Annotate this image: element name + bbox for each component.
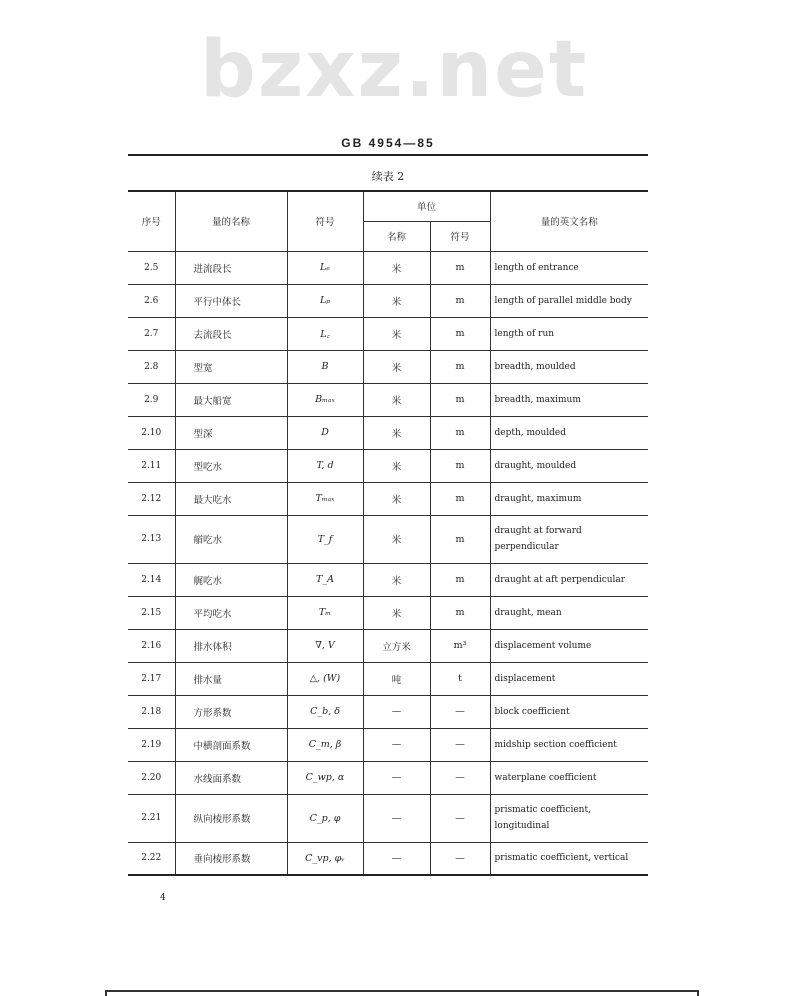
row-english-name: prismatic coefficient, longitudinal	[490, 794, 648, 842]
row-unit-symbol: m	[430, 251, 490, 284]
header-name: 量的名称	[175, 191, 287, 251]
table-row	[128, 761, 648, 794]
row-name: 艏吃水	[175, 515, 287, 563]
header-unit-symbol: 符号	[430, 221, 490, 251]
row-unit-name: 米	[363, 515, 430, 563]
row-name: 排水量	[175, 662, 287, 695]
row-name: 平均吃水	[175, 596, 287, 629]
row-unit-name: 米	[363, 482, 430, 515]
row-number: 2.18	[128, 695, 175, 728]
row-number: 2.20	[128, 761, 175, 794]
table-row	[128, 416, 648, 449]
row-unit-symbol: m³	[430, 629, 490, 662]
top-rule	[128, 154, 648, 156]
row-symbol: T_f	[287, 515, 363, 563]
page-number: 4	[160, 893, 166, 903]
row-unit-name: 米	[363, 416, 430, 449]
row-symbol: C_m, β	[287, 728, 363, 761]
row-symbol: T_A	[287, 563, 363, 596]
row-english-name: depth, moulded	[490, 416, 648, 449]
table-row	[128, 596, 648, 629]
row-name: 中横剖面系数	[175, 728, 287, 761]
table-row	[128, 284, 648, 317]
row-unit-symbol: —	[430, 842, 490, 875]
row-english-name: breadth, moulded	[490, 350, 648, 383]
row-number: 2.15	[128, 596, 175, 629]
table-caption: 续表 2	[371, 170, 405, 183]
header-english: 量的英文名称	[490, 191, 648, 251]
row-name: 纵向棱形系数	[175, 794, 287, 842]
row-english-name: draught, moulded	[490, 449, 648, 482]
row-unit-name: —	[363, 842, 430, 875]
row-unit-symbol: m	[430, 449, 490, 482]
row-unit-symbol: m	[430, 383, 490, 416]
row-english-name: draught, mean	[490, 596, 648, 629]
table-row	[128, 515, 648, 563]
row-name: 最大船宽	[175, 383, 287, 416]
row-number: 2.10	[128, 416, 175, 449]
row-unit-symbol: —	[430, 761, 490, 794]
row-english-name: length of parallel middle body	[490, 284, 648, 317]
row-number: 2.7	[128, 317, 175, 350]
row-unit-name: 米	[363, 251, 430, 284]
row-unit-name: 立方米	[363, 629, 430, 662]
row-number: 2.8	[128, 350, 175, 383]
row-name: 平行中体长	[175, 284, 287, 317]
table-row	[128, 482, 648, 515]
row-unit-symbol: —	[430, 728, 490, 761]
table-row	[128, 317, 648, 350]
row-unit-symbol: m	[430, 317, 490, 350]
row-unit-name: 米	[363, 284, 430, 317]
row-unit-symbol: —	[430, 695, 490, 728]
row-symbol: Lₑ	[287, 251, 363, 284]
row-symbol: B	[287, 350, 363, 383]
row-english-name: draught at aft perpendicular	[490, 563, 648, 596]
row-english-name: midship section coefficient	[490, 728, 648, 761]
row-symbol: C_wp, α	[287, 761, 363, 794]
row-name: 进流段长	[175, 251, 287, 284]
row-symbol: C_vp, φᵥ	[287, 842, 363, 875]
row-name: 去流段长	[175, 317, 287, 350]
row-symbol: Bₘₐₓ	[287, 383, 363, 416]
table-row	[128, 563, 648, 596]
row-unit-symbol: —	[430, 794, 490, 842]
header-no: 序号	[128, 191, 175, 251]
row-unit-name: —	[363, 695, 430, 728]
header-symbol: 符号	[287, 191, 363, 251]
row-unit-name: 米	[363, 596, 430, 629]
row-number: 2.11	[128, 449, 175, 482]
row-name: 型宽	[175, 350, 287, 383]
row-english-name: draught at forward perpendicular	[490, 515, 648, 563]
row-number: 2.19	[128, 728, 175, 761]
row-unit-name: 米	[363, 317, 430, 350]
row-symbol: ∇, V	[287, 629, 363, 662]
table-row	[128, 728, 648, 761]
table-row	[128, 794, 648, 842]
row-unit-name: —	[363, 728, 430, 761]
row-unit-symbol: m	[430, 350, 490, 383]
row-symbol: T, d	[287, 449, 363, 482]
row-unit-symbol: m	[430, 515, 490, 563]
row-unit-symbol: m	[430, 563, 490, 596]
row-unit-name: 吨	[363, 662, 430, 695]
row-unit-name: 米	[363, 563, 430, 596]
row-english-name: breadth, maximum	[490, 383, 648, 416]
row-english-name: displacement	[490, 662, 648, 695]
row-english-name: draught, maximum	[490, 482, 648, 515]
row-unit-name: —	[363, 761, 430, 794]
row-english-name: block coefficient	[490, 695, 648, 728]
row-name: 方形系数	[175, 695, 287, 728]
row-english-name: waterplane coefficient	[490, 761, 648, 794]
row-number: 2.16	[128, 629, 175, 662]
standard-code: GB 4954—85	[341, 136, 435, 150]
row-symbol: Lₚ	[287, 284, 363, 317]
row-symbol: L꜀	[287, 317, 363, 350]
row-symbol: D	[287, 416, 363, 449]
header-unit: 单位	[363, 191, 490, 221]
row-english-name: length of entrance	[490, 251, 648, 284]
bottom-frame	[105, 990, 699, 996]
row-name: 排水体积	[175, 629, 287, 662]
row-name: 型深	[175, 416, 287, 449]
row-unit-symbol: m	[430, 416, 490, 449]
row-unit-symbol: m	[430, 482, 490, 515]
table-row	[128, 695, 648, 728]
row-english-name: length of run	[490, 317, 648, 350]
row-number: 2.12	[128, 482, 175, 515]
row-name: 型吃水	[175, 449, 287, 482]
row-number: 2.17	[128, 662, 175, 695]
row-number: 2.6	[128, 284, 175, 317]
row-number: 2.5	[128, 251, 175, 284]
row-name: 水线面系数	[175, 761, 287, 794]
row-number: 2.13	[128, 515, 175, 563]
row-unit-symbol: m	[430, 284, 490, 317]
row-number: 2.9	[128, 383, 175, 416]
row-symbol: Tₘₐₓ	[287, 482, 363, 515]
row-number: 2.21	[128, 794, 175, 842]
row-name: 最大吃水	[175, 482, 287, 515]
table-row	[128, 842, 648, 875]
table-row	[128, 350, 648, 383]
table-row	[128, 251, 648, 284]
row-unit-name: 米	[363, 383, 430, 416]
quantities-table	[128, 190, 648, 876]
table-row	[128, 383, 648, 416]
row-symbol: C_b, δ	[287, 695, 363, 728]
header-unit-name: 名称	[363, 221, 430, 251]
row-number: 2.22	[128, 842, 175, 875]
row-unit-name: —	[363, 794, 430, 842]
table-row	[128, 629, 648, 662]
row-unit-name: 米	[363, 350, 430, 383]
row-symbol: C_p, φ	[287, 794, 363, 842]
row-english-name: displacement volume	[490, 629, 648, 662]
row-english-name: prismatic coefficient, vertical	[490, 842, 648, 875]
row-unit-symbol: m	[430, 596, 490, 629]
row-symbol: Tₘ	[287, 596, 363, 629]
watermark: bzxz.net	[200, 25, 589, 115]
row-number: 2.14	[128, 563, 175, 596]
table-row	[128, 662, 648, 695]
row-unit-name: 米	[363, 449, 430, 482]
table-row	[128, 449, 648, 482]
row-unit-symbol: t	[430, 662, 490, 695]
row-name: 垂向棱形系数	[175, 842, 287, 875]
row-symbol: △, (W)	[287, 662, 363, 695]
row-name: 艉吃水	[175, 563, 287, 596]
